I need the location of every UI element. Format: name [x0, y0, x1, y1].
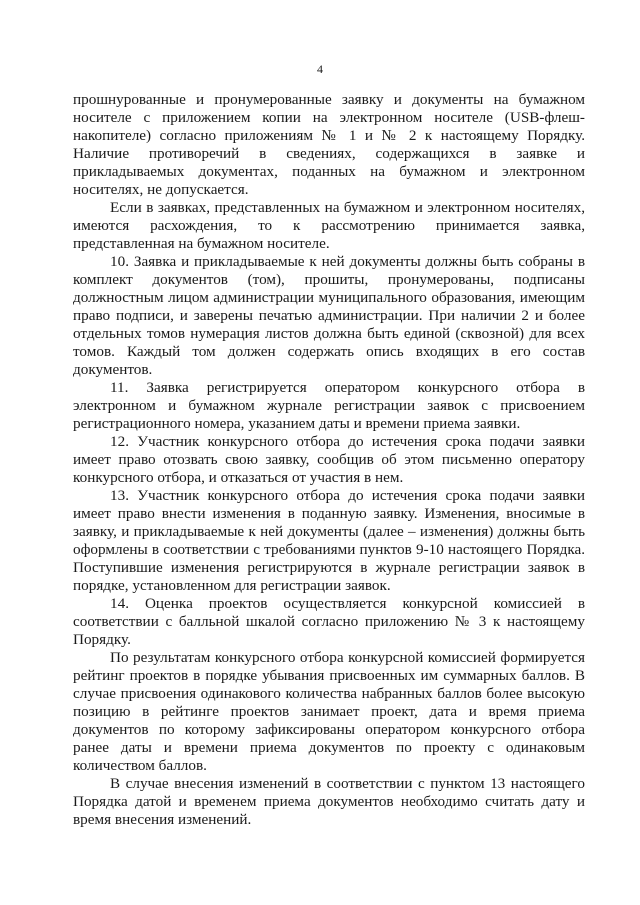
paragraph-submission-media: прошнурованные и пронумерованные заявку и документы на бумажном носителе с приложением копии на электронном носителе (USB-флеш-накопителе) согласно приложениям № 1 и № 2 к настоящему Порядку. Наличие противоречий в сведениях, содержащихся в заявке и прикладываемых документах, поданных на бумажном и электронном носителях, не допускается. [73, 91, 585, 198]
paragraph-12-withdrawal: 12. Участник конкурсного отбора до истечения срока подачи заявки имеет право отозвать свою заявку, сообщив об этом письменно оператору конкурсного отбора, и отказаться от участия в нем. [73, 433, 585, 486]
paragraph-rating: По результатам конкурсного отбора конкурсной комиссией формируется рейтинг проектов в порядке убывания присвоенных им суммарных баллов. В случае присвоения одинакового количества набранных баллов более высокую позицию в рейтинге проектов занимает проект, дата и время приема документов по которому зафиксированы оператором конкурсного отбора ранее даты и времени приема документов по проекту с одинаковым количеством баллов. [73, 649, 585, 774]
paragraph-14-evaluation: 14. Оценка проектов осуществляется конкурсной комиссией в соответствии с балльной шкалой согласно приложению № 3 к настоящему Порядку. [73, 595, 585, 648]
paragraph-11-registration: 11. Заявка регистрируется оператором конкурсного отбора в электронном и бумажном журнале регистрации заявок с присвоением регистрационного номера, указанием даты и времени приема заявки. [73, 379, 585, 432]
paragraph-discrepancies: Если в заявках, представленных на бумажном и электронном носителях, имеются расхождения, то к рассмотрению принимается заявка, представленная на бумажном носителе. [73, 199, 585, 252]
paragraph-change-date: В случае внесения изменений в соответствии с пунктом 13 настоящего Порядка датой и временем приема документов необходимо считать дату и время внесения изменений. [73, 775, 585, 828]
page-number: 4 [317, 62, 323, 76]
paragraph-13-changes: 13. Участник конкурсного отбора до истечения срока подачи заявки имеет право внести изменения в поданную заявку. Изменения, вносимые в заявку, и прикладываемые к ней документы (далее – изменения) должны быть оформлены в соответствии с требованиями пунктов 9-10 настоящего Порядка. Поступившие изменения регистрируются в журнале регистрации заявок в порядке, установленном для регистрации заявок. [73, 487, 585, 594]
paragraph-10-document-set: 10. Заявка и прикладываемые к ней документы должны быть собраны в комплект документов (том), прошиты, пронумерованы, подписаны должностным лицом администрации муниципального образования, имеющим право подписи, и заверены печатью администрации. При наличии 2 и более отдельных томов нумерация листов должна быть единой (сквозной) для всех томов. Каждый том должен содержать опись входящих в его состав документов. [73, 253, 585, 378]
document-body [73, 91, 585, 829]
